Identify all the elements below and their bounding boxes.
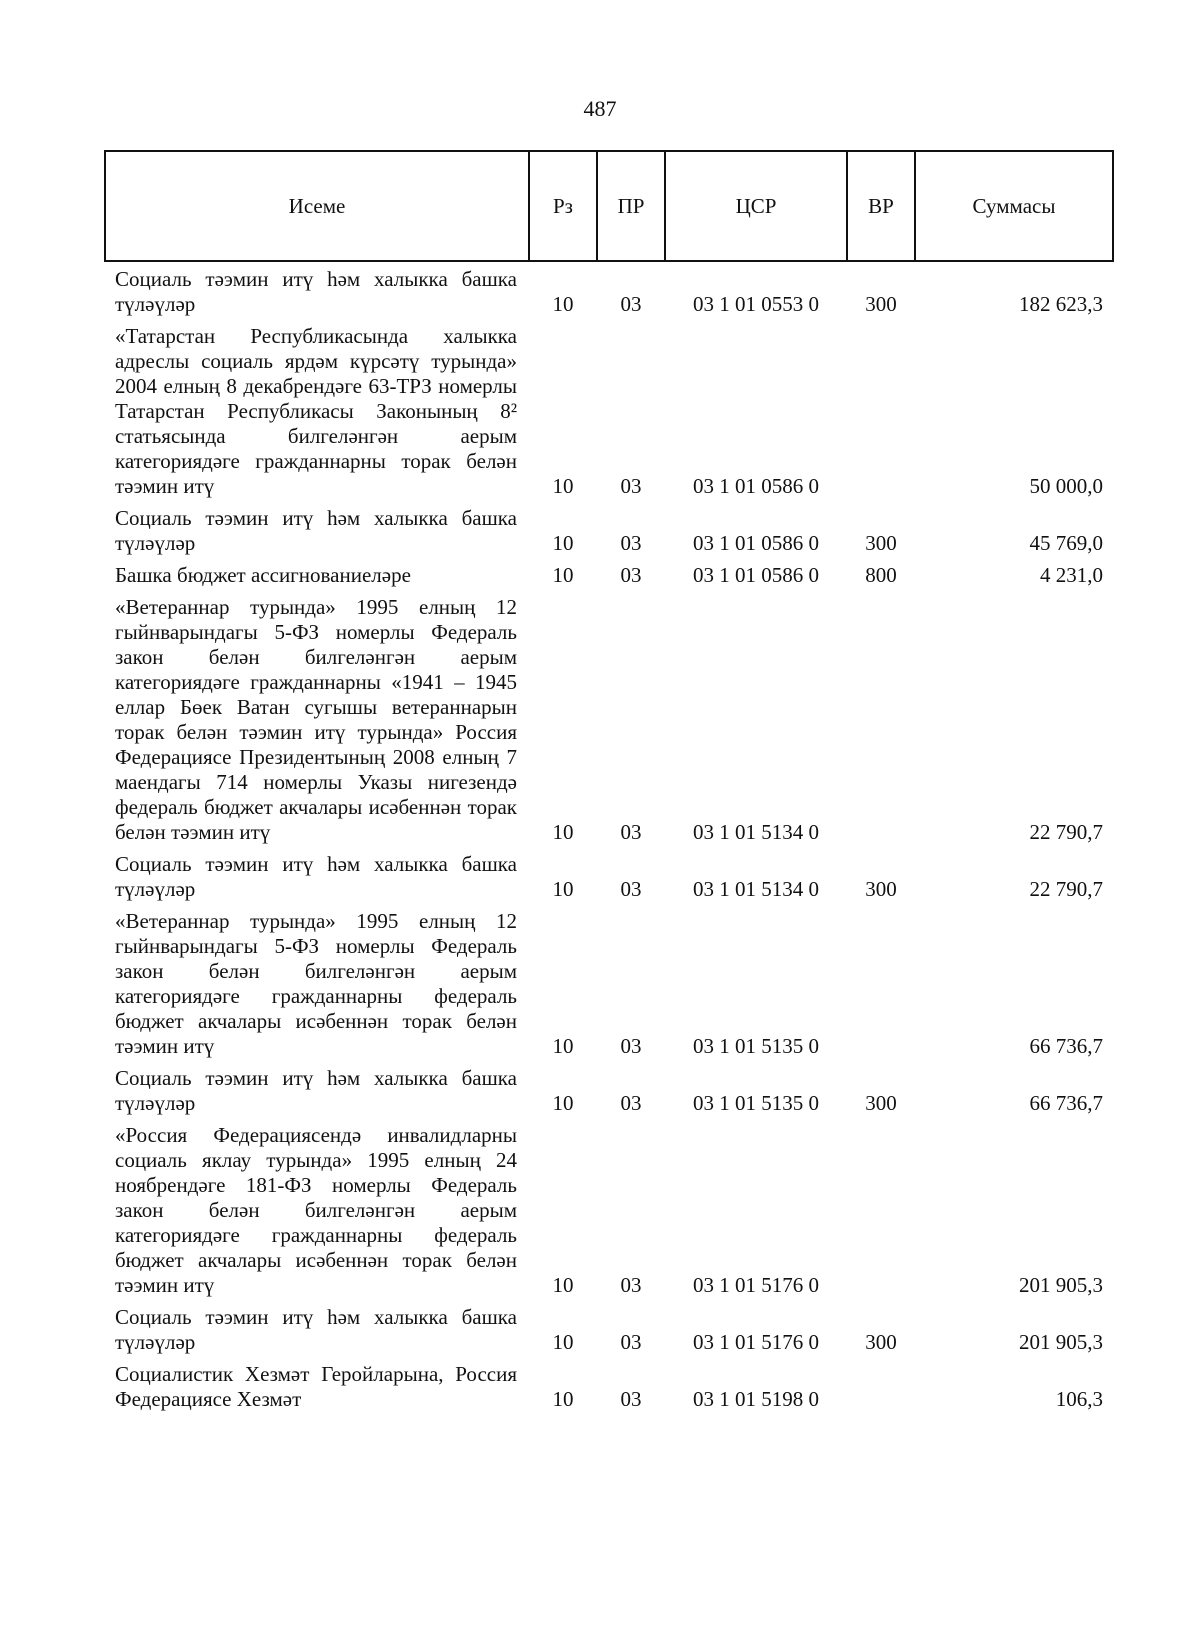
header-csr: ЦСР [665, 151, 847, 261]
row-pr: 03 [620, 531, 642, 555]
table-row [105, 1118, 1113, 1300]
row-vr: 800 [865, 563, 897, 587]
row-vr [847, 319, 915, 501]
table-header [105, 151, 1113, 261]
row-name: Социаль тәэмин итү һәм халыкка башка түләүләр [115, 506, 517, 555]
page-number: 487 [583, 96, 617, 121]
table-row [105, 558, 1113, 590]
row-rz: 10 [552, 877, 574, 901]
row-pr: 03 [620, 1034, 642, 1058]
row-sum: 201 905,3 [1019, 1273, 1103, 1297]
row-rz: 10 [552, 474, 574, 498]
row-rz: 10 [552, 531, 574, 555]
table-row [105, 590, 1113, 847]
row-vr [847, 590, 915, 847]
header-vr: ВР [847, 151, 915, 261]
row-name: Социаль тәэмин итү һәм халыкка башка түләүләр [115, 852, 517, 901]
row-vr [847, 1357, 915, 1414]
row-sum: 66 736,7 [1029, 1091, 1103, 1115]
row-vr: 300 [865, 877, 897, 901]
row-name: Башка бюджет ассигнованиеләре [115, 563, 411, 587]
row-pr: 03 [620, 1273, 642, 1297]
row-pr: 03 [620, 292, 642, 316]
row-name: «Ветераннар турында» 1995 елның 12 гыйнварындагы 5-ФЗ номерлы Федераль закон белән билгеләнгән аерым категориядәге гражданнарны федераль бюджет акчалары исәбеннән торак белән тәэмин итү [115, 909, 517, 1058]
row-name: Социаль тәэмин итү һәм халыкка башка түләүләр [115, 267, 517, 316]
row-pr: 03 [620, 1091, 642, 1115]
row-csr: 03 1 01 0553 0 [693, 292, 819, 316]
header-sum: Суммасы [915, 151, 1113, 261]
row-csr: 03 1 01 5176 0 [693, 1330, 819, 1354]
header-rz: Рз [529, 151, 597, 261]
table-row [105, 319, 1113, 501]
row-csr: 03 1 01 5198 0 [693, 1387, 819, 1411]
row-sum: 4 231,0 [1040, 563, 1103, 587]
row-pr: 03 [620, 877, 642, 901]
row-csr: 03 1 01 5176 0 [693, 1273, 819, 1297]
row-vr [847, 1118, 915, 1300]
table-body [105, 261, 1113, 1414]
row-csr: 03 1 01 0586 0 [693, 563, 819, 587]
row-pr: 03 [620, 474, 642, 498]
row-csr: 03 1 01 5135 0 [693, 1091, 819, 1115]
row-name: «Татарстан Республикасында халыкка адреслы социаль ярдәм күрсәтү турында» 2004 елның 8 декабрендәге 63-ТРЗ номерлы Татарстан Республикасы Законының 8² статьясында билгеләнгән аерым категориядәге гражданнарны торак белән тәэмин итү [115, 324, 517, 498]
row-sum: 106,3 [1055, 1387, 1103, 1411]
row-rz: 10 [552, 1091, 574, 1115]
table-row [105, 847, 1113, 904]
row-pr: 03 [620, 563, 642, 587]
row-sum: 201 905,3 [1019, 1330, 1103, 1354]
header-pr: ПР [597, 151, 665, 261]
row-sum: 22 790,7 [1029, 877, 1103, 901]
row-csr: 03 1 01 5134 0 [693, 820, 819, 844]
row-vr: 300 [865, 1091, 897, 1115]
row-rz: 10 [552, 1034, 574, 1058]
row-csr: 03 1 01 5134 0 [693, 877, 819, 901]
row-csr: 03 1 01 0586 0 [693, 531, 819, 555]
row-vr: 300 [865, 531, 897, 555]
table-row [105, 904, 1113, 1061]
row-csr: 03 1 01 5135 0 [693, 1034, 819, 1058]
table-row [105, 261, 1113, 319]
row-sum: 45 769,0 [1029, 531, 1103, 555]
row-name: «Россия Федерациясендә инвалидларны социаль яклау турында» 1995 елның 24 ноябрендәге 181-ФЗ номерлы Федераль закон белән билгеләнгән аерым категориядәге гражданнарны федераль бюджет акчалары исәбеннән торак белән тәэмин итү [115, 1123, 517, 1297]
row-pr: 03 [620, 1330, 642, 1354]
row-rz: 10 [552, 1387, 574, 1411]
row-vr [847, 904, 915, 1061]
row-rz: 10 [552, 292, 574, 316]
row-sum: 66 736,7 [1029, 1034, 1103, 1058]
row-csr: 03 1 01 0586 0 [693, 474, 819, 498]
row-vr: 300 [865, 292, 897, 316]
row-name: Социалистик Хезмәт Геройларына, Россия Федерациясе Хезмәт [115, 1362, 517, 1411]
row-pr: 03 [620, 820, 642, 844]
row-rz: 10 [552, 1273, 574, 1297]
row-sum: 50 000,0 [1029, 474, 1103, 498]
table-row [105, 1357, 1113, 1414]
row-rz: 10 [552, 1330, 574, 1354]
table-row [105, 501, 1113, 558]
table-row [105, 1061, 1113, 1118]
table-row [105, 1300, 1113, 1357]
row-name: Социаль тәэмин итү һәм халыкка башка түләүләр [115, 1305, 517, 1354]
row-sum: 182 623,3 [1019, 292, 1103, 316]
row-rz: 10 [552, 563, 574, 587]
row-vr: 300 [865, 1330, 897, 1354]
row-name: Социаль тәэмин итү һәм халыкка башка түләүләр [115, 1066, 517, 1115]
row-rz: 10 [552, 820, 574, 844]
header-name: Исеме [105, 151, 529, 261]
row-pr: 03 [620, 1387, 642, 1411]
row-name: «Ветераннар турында» 1995 елның 12 гыйнварындагы 5-ФЗ номерлы Федераль закон белән билгеләнгән аерым категориядәге гражданнарны «1941 – 1945 еллар Бөек Ватан сугышы ветераннарын торак белән тәэмин итү турында» Россия Федерациясе Президентының 2008 елның 7 маендагы 714 номерлы Указы нигезендә федераль бюджет акчалары исәбеннән торак белән тәэмин итү [115, 595, 517, 844]
row-sum: 22 790,7 [1029, 820, 1103, 844]
budget-table [104, 150, 1114, 1414]
